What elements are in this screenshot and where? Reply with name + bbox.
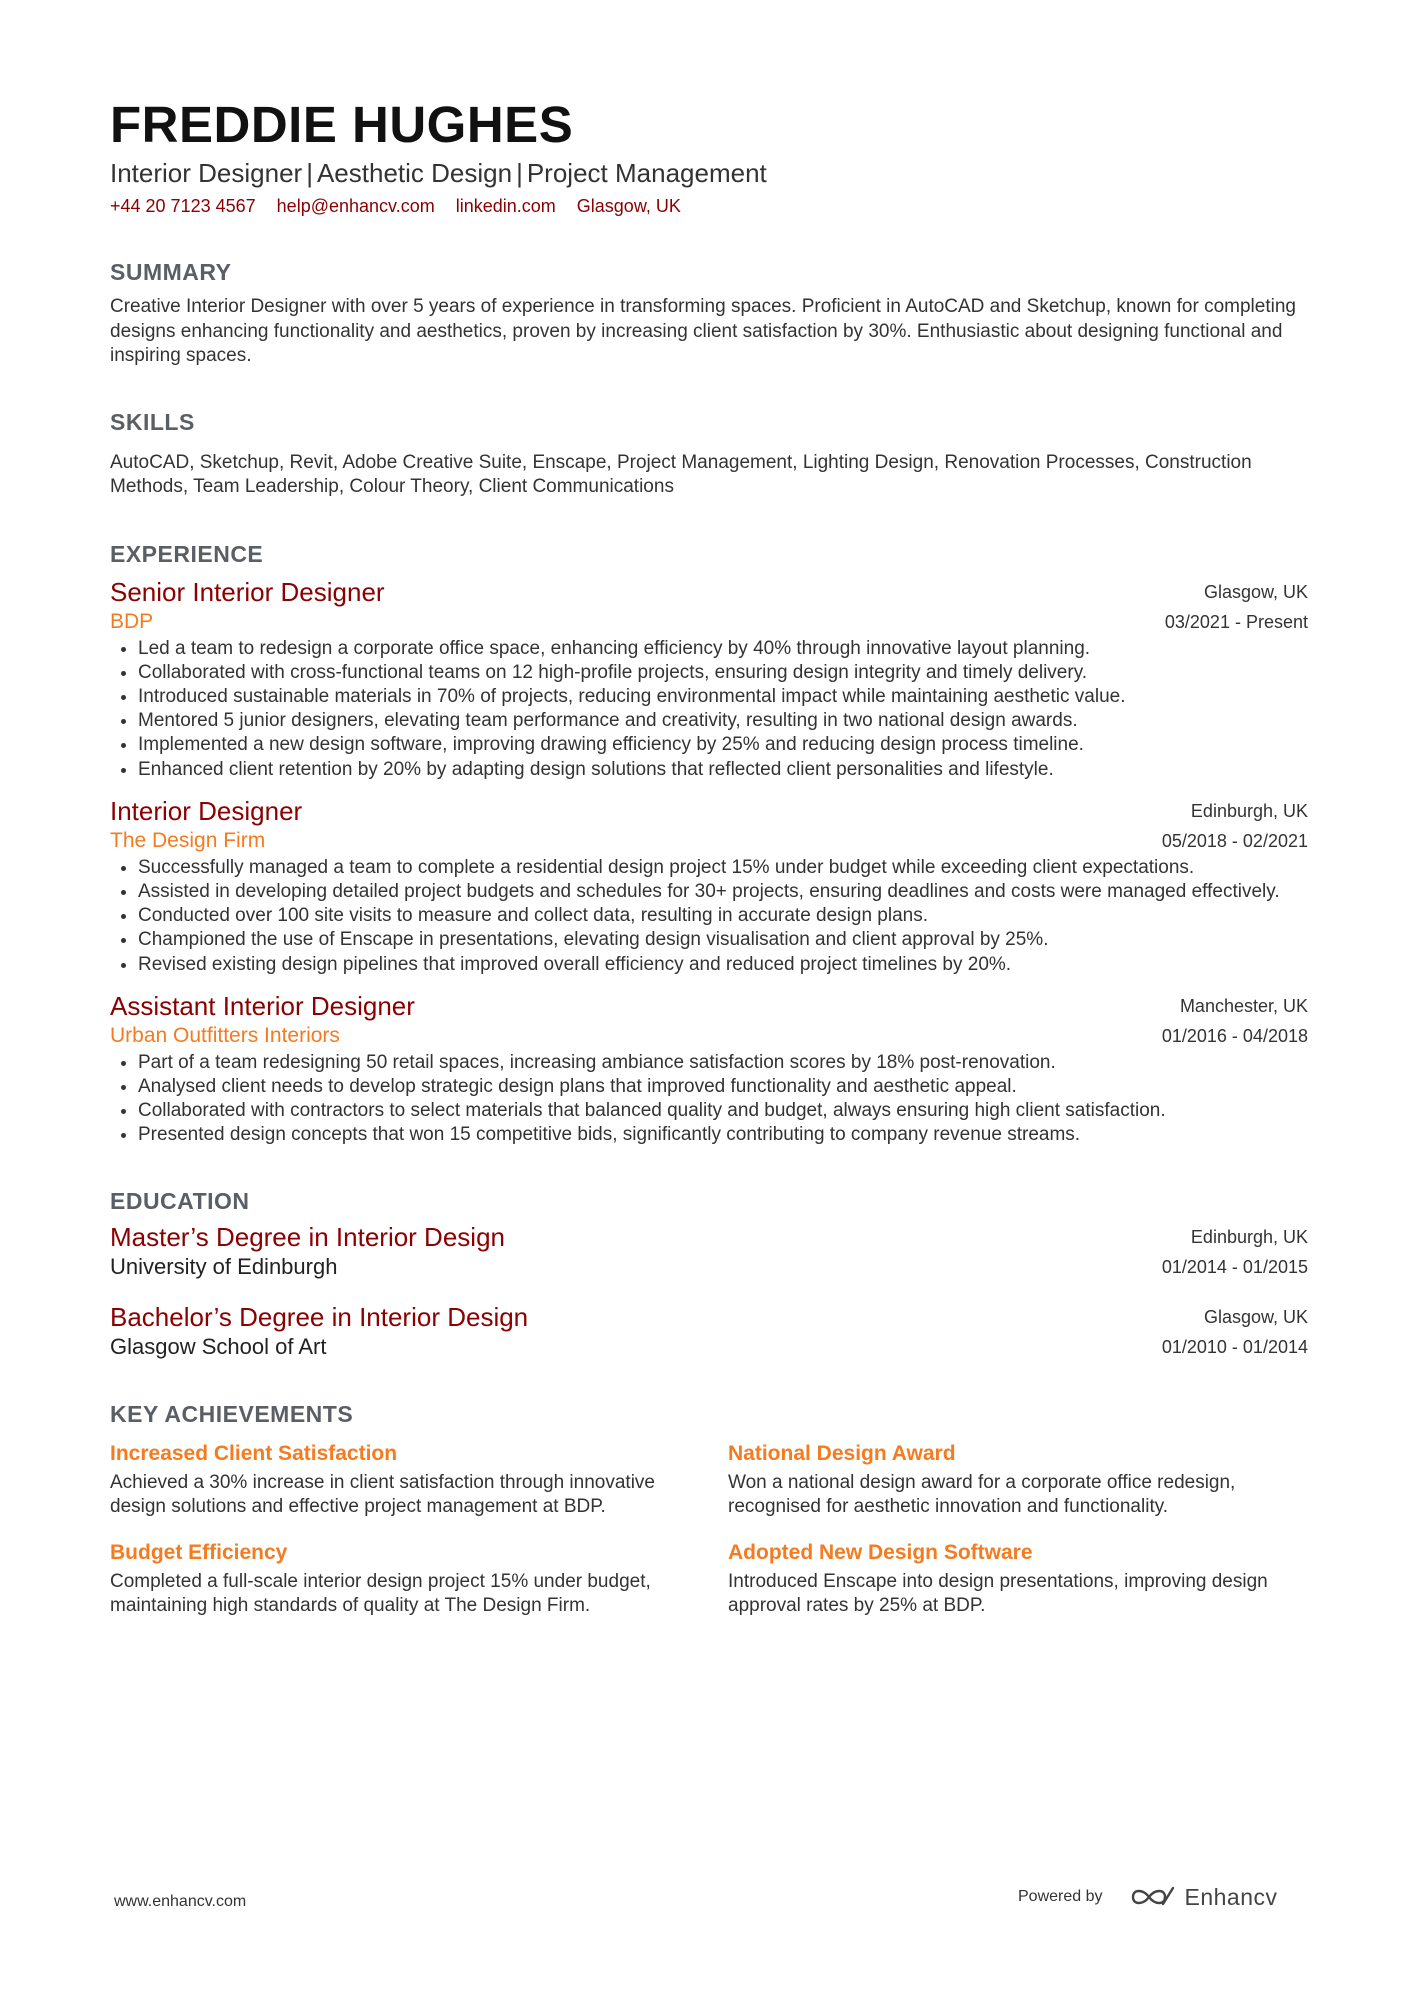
title-part: Interior Designer: [110, 158, 303, 188]
education-section: [110, 1186, 1308, 1361]
resume-header: [110, 95, 1308, 219]
bullet-item: • Conducted over 100 site visits to measure and collect data, resulting in accurate design plans.: [138, 904, 1308, 928]
title-separator: |: [516, 158, 523, 188]
achievement-item: [728, 1538, 1308, 1619]
job-dates: 01/2016 - 04/2018: [1161, 1025, 1308, 1046]
achievement-text: Won a national design award for a corporate office redesign, recognised for aesthetic innovation and functionality.: [728, 1471, 1236, 1518]
achievement-text: Achieved a 30% increase in client satisfaction through innovative design solutions and effective project management at BDP.: [110, 1471, 655, 1518]
bullet-item: • Enhanced client retention by 20% by adapting design solutions that reflected client personalities and lifestyle.: [138, 758, 1308, 782]
job-bullets: [110, 856, 1308, 977]
section-heading: SUMMARY: [110, 259, 232, 285]
bullet-item: • Championed the use of Enscape in presentations, elevating design visualisation and client approval by 25%.: [138, 928, 1308, 952]
title-part: Aesthetic Design: [316, 158, 513, 188]
job-bullets: [110, 1051, 1308, 1148]
achievement-title: Adopted New Design Software: [728, 1540, 1033, 1564]
experience-section: [110, 539, 1308, 1148]
bullet-item: • Led a team to redesign a corporate office space, enhancing efficiency by 40% through innovative layout planning.: [138, 637, 1308, 661]
education-location: Edinburgh, UK: [1190, 1226, 1308, 1247]
footer-url[interactable]: www.enhancv.com: [114, 1893, 247, 1910]
job-location: Glasgow, UK: [1203, 581, 1308, 602]
degree-title: Master’s Degree in Interior Design: [110, 1221, 505, 1252]
job-location: Edinburgh, UK: [1190, 800, 1308, 821]
education-item: [110, 1222, 1308, 1281]
contact-row: [110, 193, 1308, 219]
skills-list: AutoCAD, Sketchup, Revit, Adobe Creative Suite, Enscape, Project Management, Lighting Design, Renovation Processes, Construction Methods, Team Leadership, Colour Theory, Client Communications: [110, 451, 1252, 497]
achievement-title: National Design Award: [728, 1441, 956, 1465]
job-bullets: [110, 637, 1308, 782]
bullet-item: • Successfully managed a team to complete a residential design project 15% under budget while exceeding client expectations.: [138, 856, 1308, 880]
bullet-item: • Assisted in developing detailed project budgets and schedules for 30+ projects, ensuring deadlines and costs were managed effectively.: [138, 880, 1308, 904]
achievement-text: Introduced Enscape into design presentations, improving design approval rates by 25% at BDP.: [728, 1570, 1268, 1617]
powered-by-label: Powered by: [1018, 1888, 1103, 1905]
bullet-item: • Collaborated with contractors to select materials that balanced quality and budget, always ensuring high client satisfaction.: [138, 1099, 1308, 1123]
education-dates: 01/2014 - 01/2015: [1161, 1256, 1308, 1277]
bullet-item: • Presented design concepts that won 15 competitive bids, significantly contributing to company revenue streams.: [138, 1123, 1308, 1147]
contact-linkedin[interactable]: linkedin.com: [455, 196, 556, 216]
bullet-item: • Analysed client needs to develop strategic design plans that improved functionality and aesthetic appeal.: [138, 1075, 1308, 1099]
job-location: Manchester, UK: [1179, 995, 1308, 1016]
bullet-item: • Revised existing design pipelines that improved overall efficiency and reduced project timelines by 20%.: [138, 953, 1308, 977]
company-name: The Design Firm: [110, 828, 266, 852]
experience-item: [110, 991, 1308, 1148]
achievements-grid: [110, 1439, 1308, 1619]
job-title: Senior Interior Designer: [110, 576, 385, 607]
experience-item: [110, 577, 1308, 782]
education-location: Glasgow, UK: [1203, 1306, 1308, 1327]
title-part: Project Management: [526, 158, 767, 188]
contact-email[interactable]: help@enhancv.com: [276, 196, 435, 216]
education-dates: 01/2010 - 01/2014: [1161, 1336, 1308, 1357]
bullet-item: • Mentored 5 junior designers, elevating team performance and creativity, resulting in two national design awards.: [138, 709, 1308, 733]
enhancv-logo-text: Enhancv: [1184, 1883, 1278, 1910]
school-name: Glasgow School of Art: [110, 1333, 327, 1359]
achievement-item: [110, 1439, 690, 1520]
candidate-name: FREDDIE HUGHES: [110, 96, 574, 153]
contact-location: Glasgow, UK: [576, 196, 681, 216]
candidate-title: [110, 157, 1308, 189]
footer-brand[interactable]: [1018, 1882, 1278, 1912]
company-name: BDP: [110, 609, 154, 633]
company-name: Urban Outfitters Interiors: [110, 1023, 340, 1047]
section-heading: SKILLS: [110, 408, 195, 435]
resume-page: [110, 95, 1308, 1619]
achievement-title: Budget Efficiency: [110, 1540, 288, 1564]
education-item: [110, 1302, 1308, 1361]
bullet-item: • Collaborated with cross-functional teams on 12 high-profile projects, ensuring design integrity and timely delivery.: [138, 661, 1308, 685]
achievement-item: [728, 1439, 1308, 1520]
achievements-section: [110, 1399, 1308, 1619]
achievement-title: Increased Client Satisfaction: [110, 1441, 398, 1465]
enhancv-logo-icon: [1129, 1882, 1177, 1912]
experience-item: [110, 796, 1308, 977]
bullet-item: • Introduced sustainable materials in 70% of projects, reducing environmental impact while maintaining aesthetic value.: [138, 685, 1308, 709]
degree-title: Bachelor’s Degree in Interior Design: [110, 1301, 529, 1332]
achievement-item: [110, 1538, 690, 1619]
skills-section: [110, 407, 1308, 500]
section-heading: EXPERIENCE: [110, 540, 264, 567]
job-title: Assistant Interior Designer: [110, 990, 415, 1021]
summary-section: [110, 257, 1308, 369]
section-heading: KEY ACHIEVEMENTS: [110, 1400, 354, 1427]
job-dates: 05/2018 - 02/2021: [1161, 830, 1308, 851]
education-meta: [1162, 1302, 1308, 1362]
section-heading: EDUCATION: [110, 1187, 250, 1214]
bullet-item: • Part of a team redesigning 50 retail spaces, increasing ambiance satisfaction scores by 18% post-renovation.: [138, 1051, 1308, 1075]
summary-text: Creative Interior Designer with over 5 years of experience in transforming spaces. Proficient in AutoCAD and Sketchup, known for completing designs enhancing functionality and aesthetics, proven by increasing client satisfaction by 30%. Enthusiastic about designing functional and inspiring spaces.: [110, 296, 1296, 366]
title-separator: |: [306, 158, 313, 188]
job-dates: 03/2021 - Present: [1164, 611, 1308, 632]
contact-phone[interactable]: +44 20 7123 4567: [110, 196, 256, 216]
job-meta: [1165, 577, 1308, 637]
bullet-item: • Implemented a new design software, improving drawing efficiency by 25% and reducing design process timeline.: [138, 733, 1308, 757]
education-meta: [1162, 1222, 1308, 1282]
achievement-text: Completed a full-scale interior design project 15% under budget, maintaining high standards of quality at The Design Firm.: [110, 1570, 651, 1617]
school-name: University of Edinburgh: [110, 1253, 338, 1279]
job-meta: [1162, 991, 1308, 1051]
job-meta: [1162, 796, 1308, 856]
job-title: Interior Designer: [110, 795, 303, 826]
